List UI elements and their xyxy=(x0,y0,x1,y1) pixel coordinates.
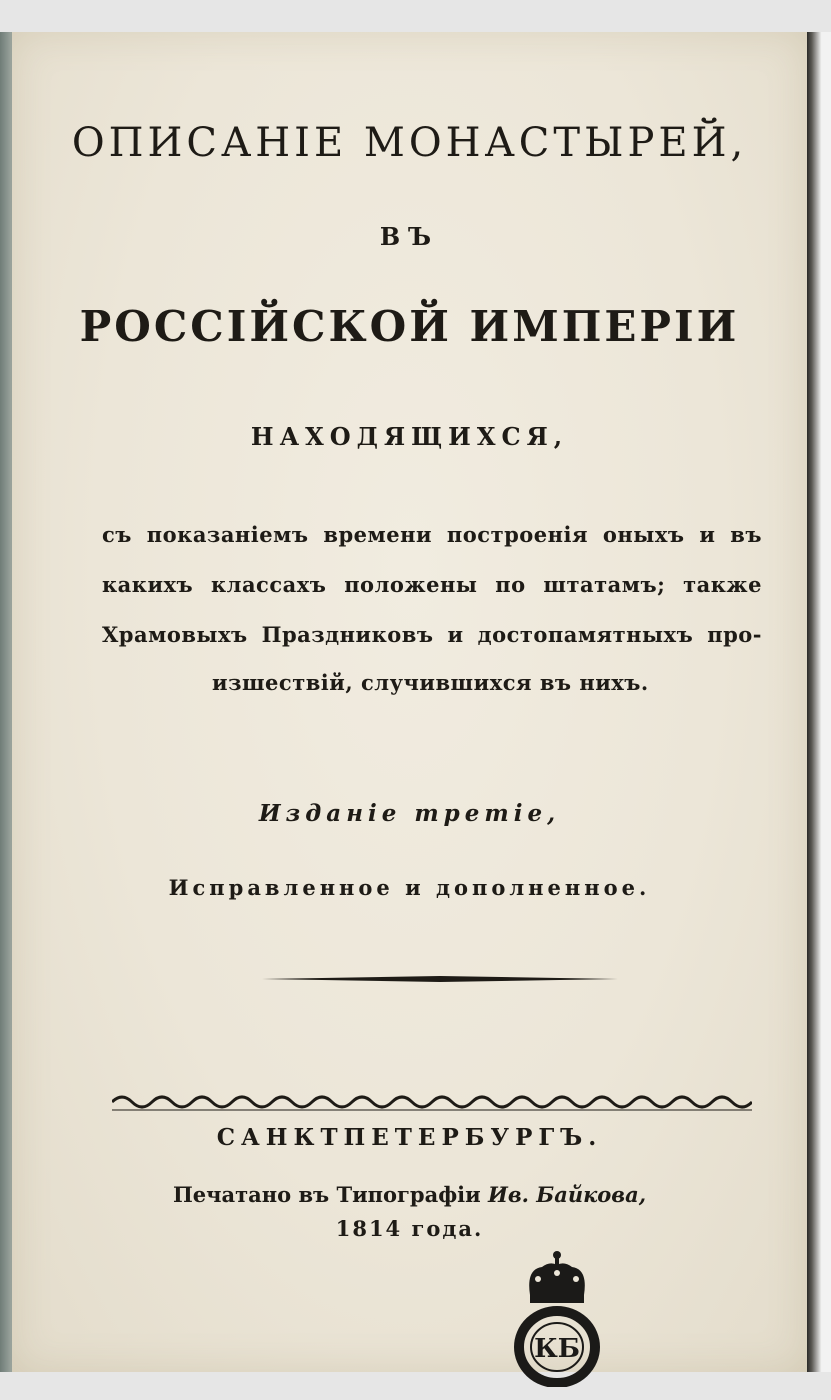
city-line: САНКТПЕТЕРБУРГЪ. xyxy=(216,1124,603,1151)
printed-line xyxy=(12,1182,807,1207)
revised-line: Исправленное и дополненное. xyxy=(168,875,651,900)
ornamental-rule-long xyxy=(112,1090,752,1114)
printed-prefix: Печатано въ Типографiи xyxy=(172,1182,481,1207)
description-line-4: изшествiй, случившихся въ нихъ. xyxy=(212,670,649,695)
title-page xyxy=(12,32,807,1372)
title-line-3: РОССIЙСКОЙ ИМПЕРIИ xyxy=(79,302,740,351)
page-edge-shadow xyxy=(807,32,831,1372)
title-line-2: ВЪ xyxy=(379,222,440,251)
library-stamp-icon xyxy=(512,1247,602,1387)
edition-line: Изданiе третiе, xyxy=(258,800,561,827)
description-line-1: съ показанiемъ времени построенiя оныхъ и въ xyxy=(102,522,762,547)
description-line-2: какихъ классахъ положены по штатамъ; также xyxy=(102,572,762,597)
ornamental-rule-short xyxy=(262,976,618,982)
stamp-text: КБ xyxy=(534,1334,580,1364)
description-line-3: Храмовыхъ Праздниковъ и достопамятныхъ про- xyxy=(102,622,762,647)
title-line-4: НАХОДЯЩИХСЯ, xyxy=(250,422,569,451)
printer-name: Ив. Байкова, xyxy=(488,1182,647,1207)
year-line: 1814 года. xyxy=(335,1216,484,1241)
title-line-1: ОПИСАНIЕ МОНАСТЫРЕЙ, xyxy=(71,120,748,166)
